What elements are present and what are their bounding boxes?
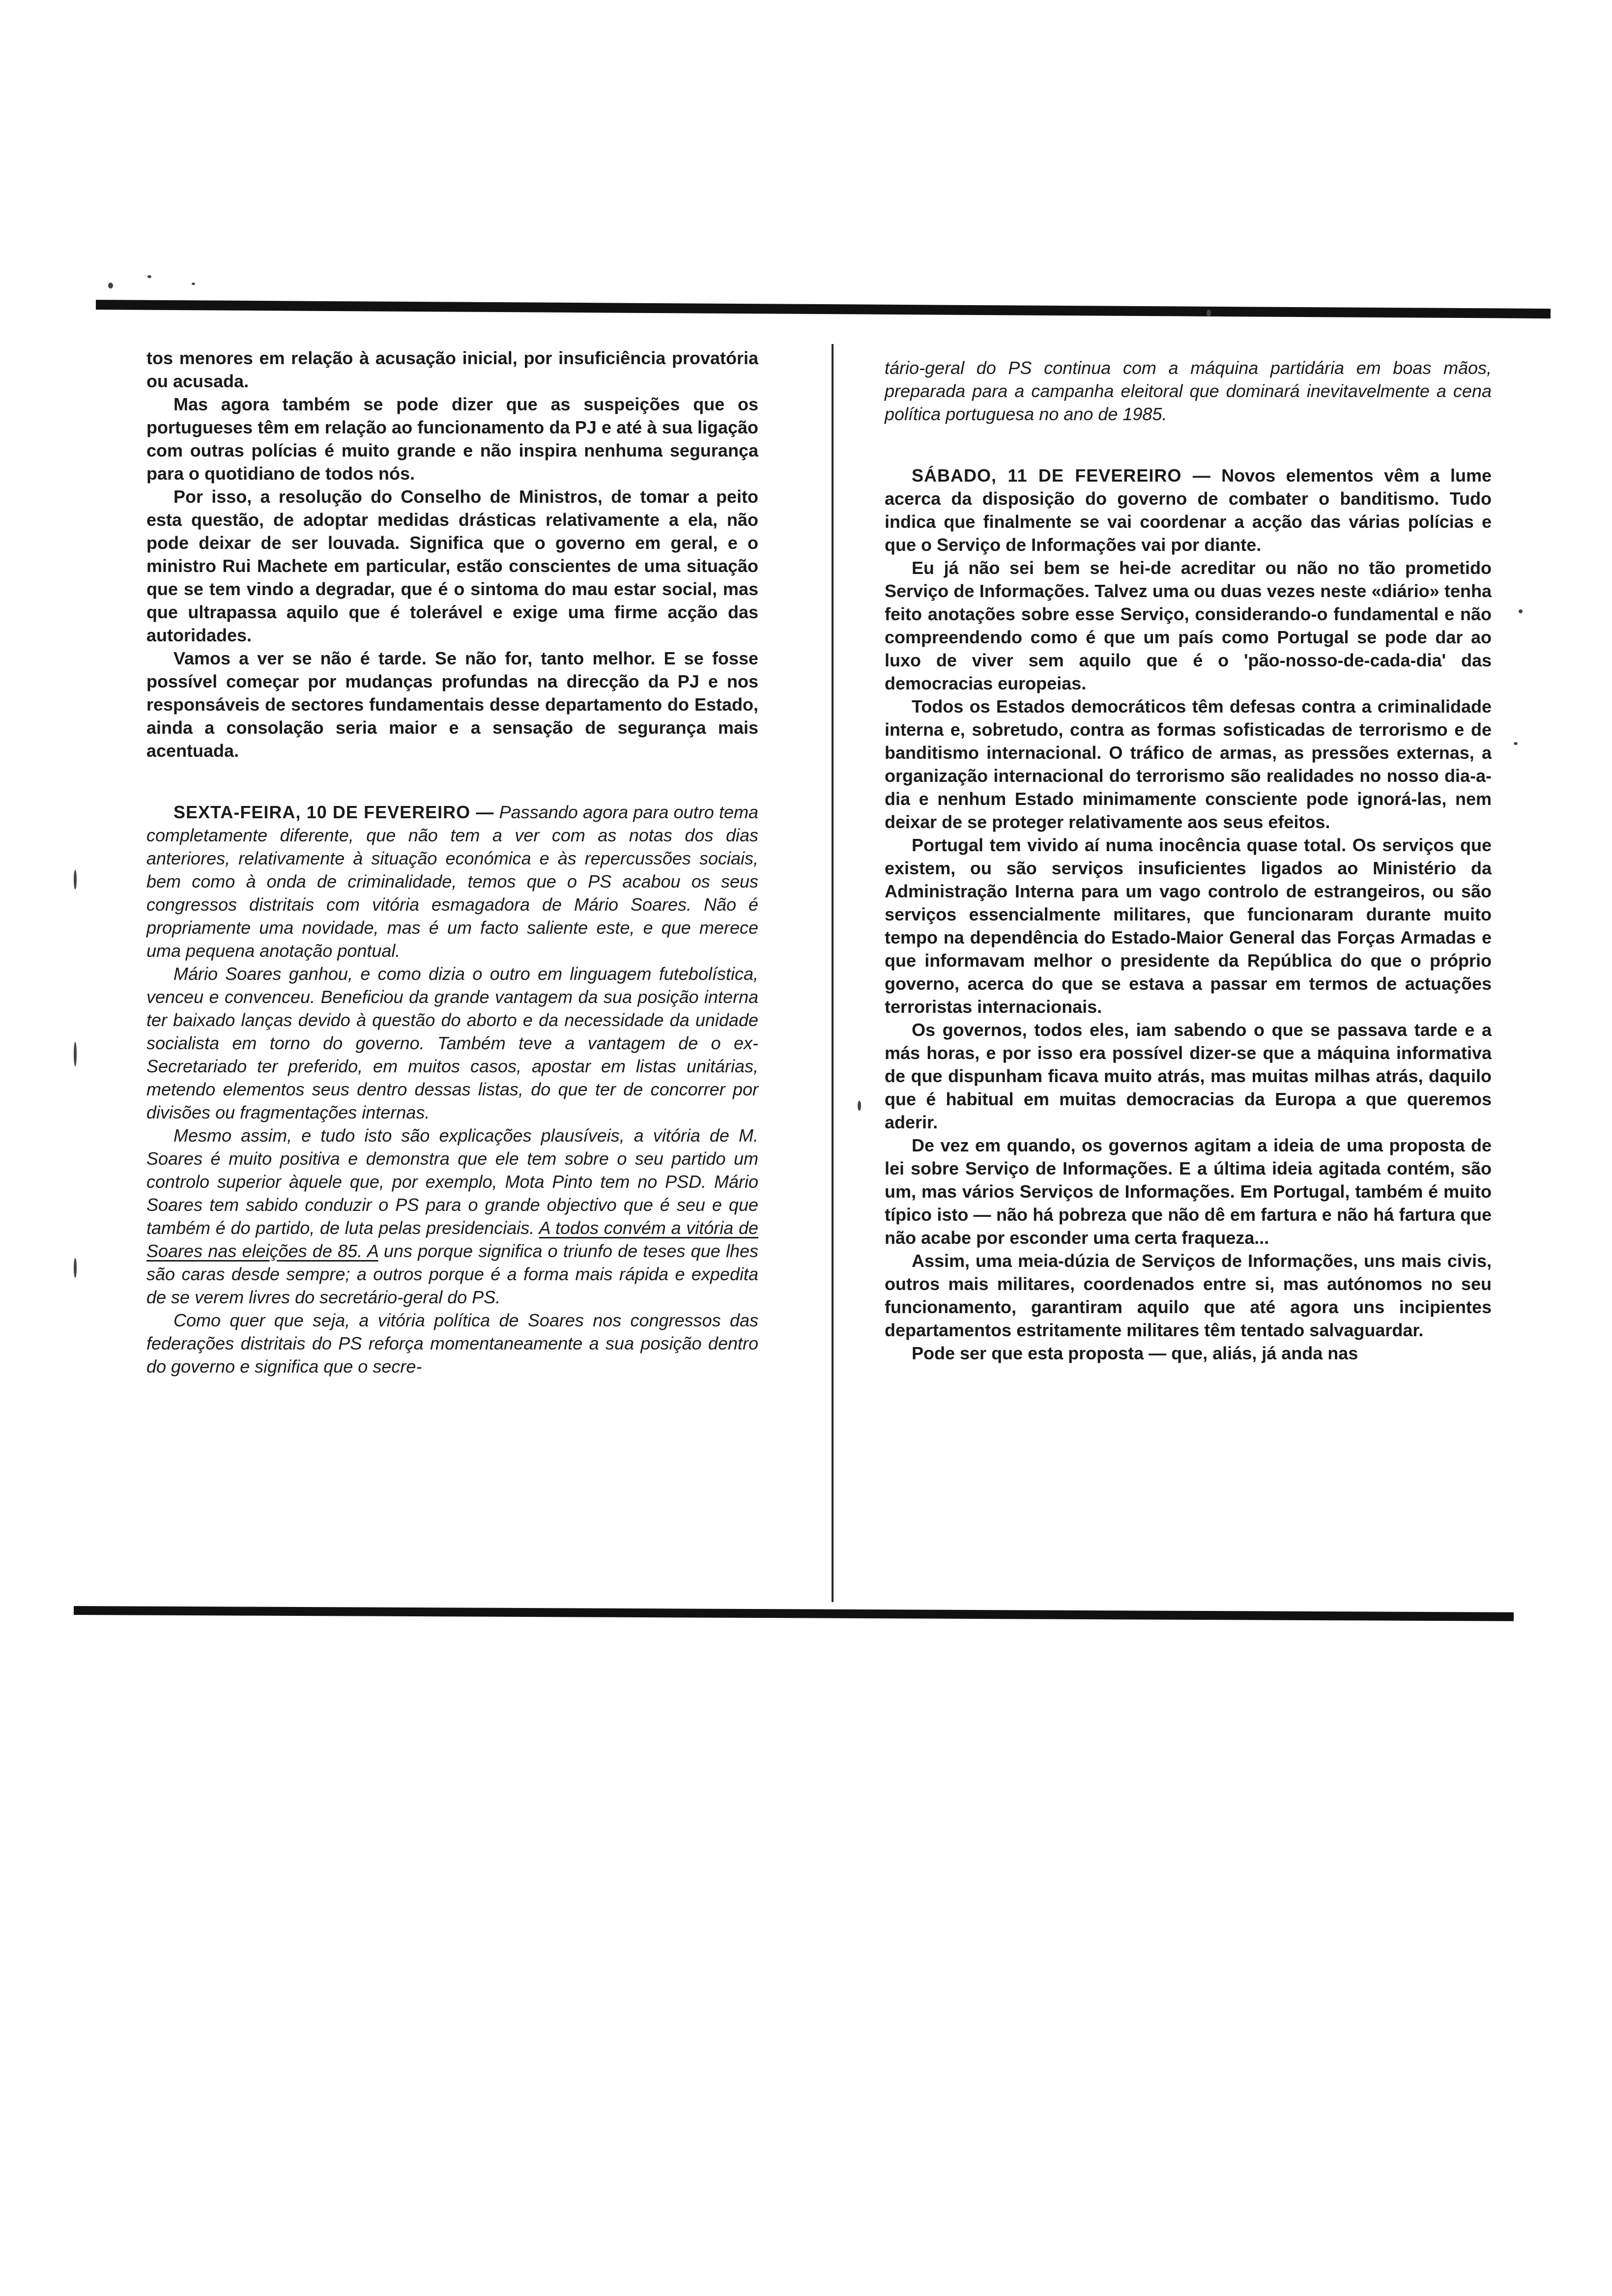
right-paragraph-1: tário-geral do PS continua com a máquina partidária em boas mãos, preparada para a campanha eleitoral que dominará inevitavelmente a cena política portuguesa no ano de 1985. <box>885 358 1492 424</box>
scan-speck <box>74 1258 77 1278</box>
right-paragraph-6: Os governos, todos eles, iam sabendo o que se passava tarde e a más horas, e por isso era possível dizer-se que a máquina informativa de que dispunham ficava muito atrás, mas muitas milhas atrás, daquilo que é habitual em muitas democracias da Europa a que queremos aderir. <box>885 1020 1492 1132</box>
top-rule <box>96 300 1551 318</box>
left-paragraph-6: Mário Soares ganhou, e como dizia o outro em linguagem futebolística, venceu e convenceu. Beneficiou da grande vantagem da sua posição interna ter baixado lanças devido à questão do aborto e da necessidade da unidade socialista em torno do governo. Também teve a vantagem de o ex-Secretariado ter preferido, em muitos casos, apostar em listas unitárias, metendo elementos seus dentro dessas listas, do que ter de concorrer por divisões ou fragmentações internas. <box>146 964 758 1122</box>
scan-speck <box>1207 310 1211 316</box>
saturday-entry-text: Novos elementos vêm a lume acerca da disposição do governo de combater o banditismo. Tudo indica que finalmente se vai coordenar a acção das várias polícias e que o Serviço de Informações vai por diante. <box>885 465 1492 555</box>
friday-date-heading: SEXTA-FEIRA, 10 DE FEVEREIRO — <box>173 802 494 822</box>
left-paragraph-8: Como quer que seja, a vitória política de Soares nos congressos das federações distritais do PS reforça momentaneamente a sua posição dentro do governo e significa que o secre- <box>146 1310 758 1377</box>
bottom-rule <box>74 1606 1514 1621</box>
left-column <box>146 346 758 1378</box>
scan-speck <box>192 283 195 285</box>
left-paragraph-7 <box>146 1124 758 1309</box>
left-paragraph-2: Mas agora também se pode dizer que as suspeições que os portugueses têm em relação ao funcionamento da PJ e até à sua ligação com outras polícias é muito grande e não inspira nenhuma segurança para o quotidiano de todos nós. <box>146 394 758 484</box>
right-paragraph-9: Pode ser que esta proposta — que, aliás, já anda nas <box>912 1343 1358 1363</box>
left-paragraph-3: Por isso, a resolução do Conselho de Ministros, de tomar a peito esta questão, de adoptar medidas drásticas relativamente a ela, não pode deixar de ser louvada. Significa que o governo em geral, e o ministro Rui Machete em particular, estão conscientes de uma situação que se tem vindo a degradar, que é o sintoma do mau estar social, mas que ultrapassa aquilo que é tolerável e exige uma firme acção das autoridades. <box>146 487 758 645</box>
underlined-passage: A todos convém a vitória de Soares nas eleições de 85. A <box>146 1218 759 1261</box>
scan-speck <box>858 1101 861 1111</box>
left-paragraph-7-end: uns porque significa o triunfo de teses que lhes são caras desde sempre; a outros porque é a forma mais rápida e expedita de se verem livres do secretário-geral do PS. <box>146 1241 758 1307</box>
left-paragraph-4: Vamos a ver se não é tarde. Se não for, tanto melhor. E se fosse possível começar por mudanças profundas na direcção da PJ e nos responsáveis de sectores fundamentais desse departamento do Estado, ainda a consolação seria maior e a sensação de segurança mais acentuada. <box>146 648 758 761</box>
scan-speck <box>1519 609 1523 613</box>
right-paragraph-5: Portugal tem vivido aí numa inocência quase total. Os serviços que existem, ou são serviços insuficientes ligados ao Ministério da Administração Interna para um vago controlo de estrangeiros, ou são serviços essencialmente militares, que funcionaram durante muito tempo na dependência do Estado-Maior General das Forças Armadas e que informavam melhor o presidente da República do que o próprio governo, acerca do que se estava a passar em termos de actuações terroristas internacionais. <box>885 835 1492 1017</box>
column-divider <box>832 344 834 1602</box>
scan-speck <box>108 283 113 288</box>
friday-entry <box>146 801 758 962</box>
saturday-entry <box>885 464 1492 556</box>
scan-speck <box>1514 742 1518 745</box>
saturday-date-heading: SÁBADO, 11 DE FEVEREIRO — <box>912 465 1211 486</box>
right-paragraph-3: Eu já não sei bem se hei-de acreditar ou não no tão prometido Serviço de Informações. Talvez uma ou duas vezes neste «diário» tenha feito anotações sobre esse Serviço, considerando-o fundamental e não compreendendo como é que um país como Portugal se pode dar ao luxo de viver sem aquilo que é o 'pão-nosso-de-cada-dia' das democracias europeias. <box>885 558 1492 693</box>
friday-entry-text: Passando agora para outro tema completamente diferente, que não tem a ver com as notas dos dias anteriores, relativamente à situação económica e às repercussões sociais, bem como à onda de criminalidade, temos que o PS acabou os seus congressos distritais com vitória esmagadora de Mário Soares. Não é propriamente uma novidade, mas é um facto saliente este, e que merece uma pequena anotação pontual. <box>146 802 758 961</box>
left-paragraph-7-start: Mesmo assim, e tudo isto são explicações plausíveis, a vitória de M. Soares é muito positiva e demonstra que ele tem sobre o seu partido um controlo superior àquele que, por exemplo, Mota Pinto tem no PSD. Mário Soares tem sabido conduzir o PS para o grande objectivo que é seu e que também é do partido, de luta pelas presidenciais. <box>146 1125 758 1238</box>
right-paragraph-7: De vez em quando, os governos agitam a ideia de uma proposta de lei sobre Serviço de Informações. E a última ideia agitada contém, são um, mas vários Serviços de Informações. Em Portugal, também é muito típico isto — não há pobreza que não dê em fartura e não há fartura que não acabe por esconder uma certa fraqueza... <box>885 1135 1492 1248</box>
right-paragraph-8: Assim, uma meia-dúzia de Serviços de Informações, uns mais civis, outros mais militares, coordenados entre si, mas autónomos no seu funcionamento, garantiram aquilo que até agora uns incipientes departamentos estritamente militares têm tentado salvaguardar. <box>885 1251 1492 1340</box>
left-paragraph-1: tos menores em relação à acusação inicial, por insuficiência provatória ou acusada. <box>146 348 758 391</box>
scan-speck <box>74 870 77 890</box>
scan-speck <box>74 1042 77 1066</box>
scan-speck <box>147 275 151 278</box>
right-column <box>885 356 1492 1365</box>
right-paragraph-4: Todos os Estados democráticos têm defesas contra a criminalidade interna e, sobretudo, contra as formas sofisticadas de terrorismo e de banditismo internacional. O tráfico de armas, as pressões externas, a organização internacional do terrorismo são realidades no nosso dia-a-dia e nenhum Estado minimamente consciente pode ignorá-las, nem deixar de se proteger relativamente aos seus efeitos. <box>885 696 1492 832</box>
